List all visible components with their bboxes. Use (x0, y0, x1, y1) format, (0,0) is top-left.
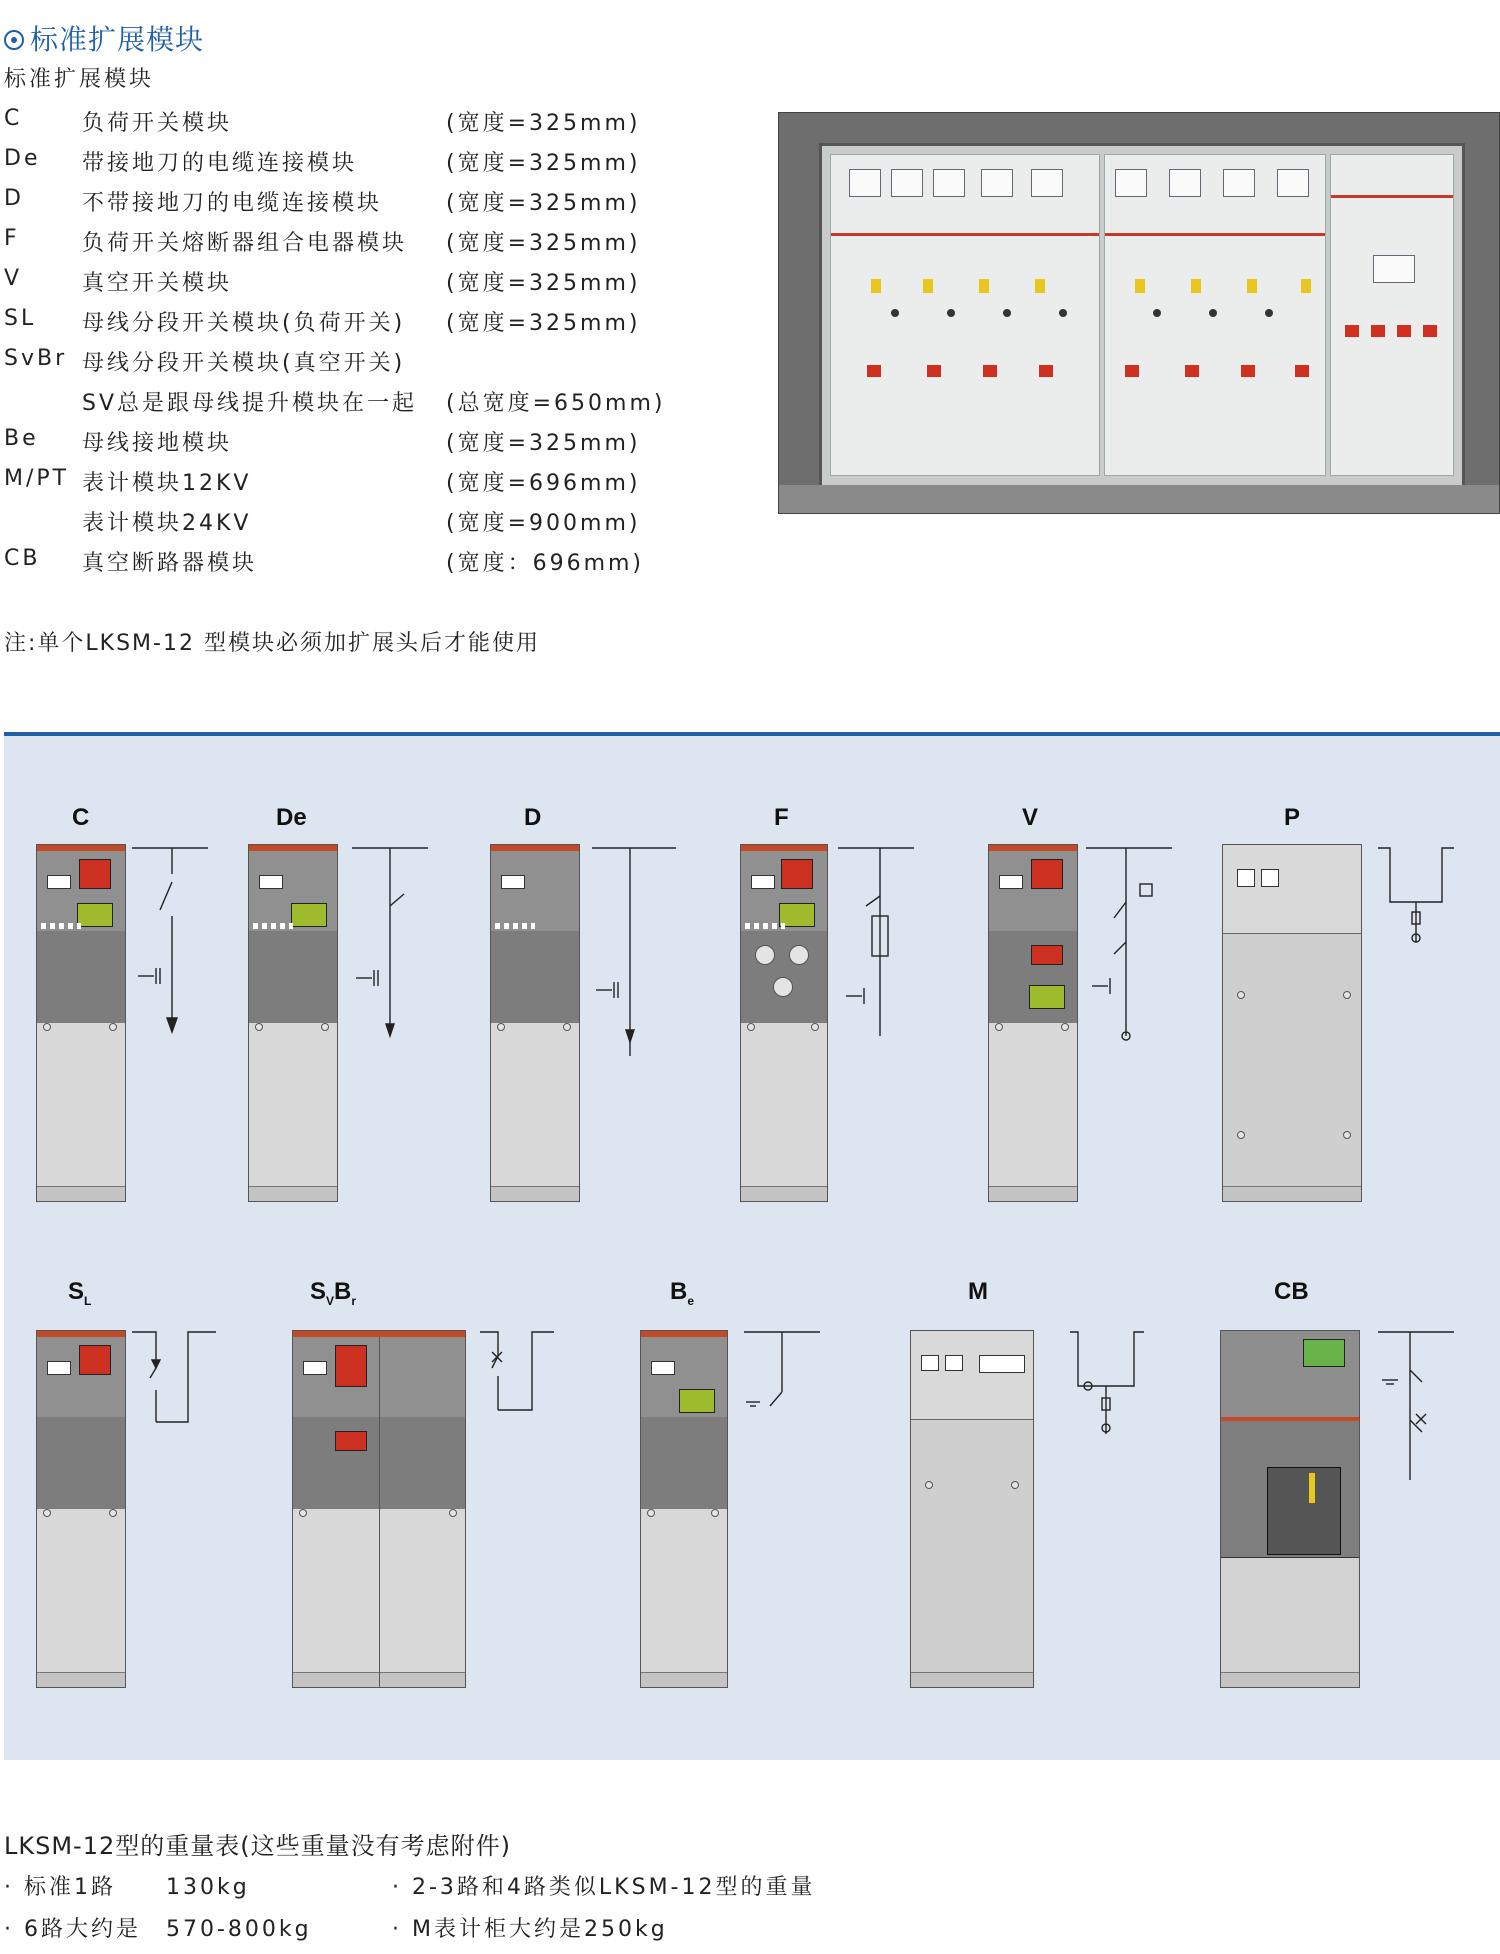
section-title: 标准扩展模块 (4, 18, 204, 58)
diagram-d (590, 846, 680, 1066)
cabinet-f (740, 844, 828, 1202)
module-row: M/PT 表计模块12KV (宽度=696mm) (4, 466, 641, 496)
label-be: $B_e$ (670, 1278, 695, 1308)
module-row: V 真空开关模块 (宽度=325mm) (4, 266, 641, 296)
label-v: V (1022, 804, 1039, 831)
cabinet-be (640, 1330, 728, 1688)
cabinet-c (36, 844, 126, 1202)
diagram-de (350, 846, 430, 1046)
subtitle: 标准扩展模块 (4, 67, 155, 92)
weight-line: · M表计柜大约是250kg (392, 1917, 668, 1942)
module-row: C 负荷开关模块 (宽度=325mm) (4, 106, 641, 136)
module-row: CB 真空断路器模块 (宽度：696mm) (4, 546, 645, 576)
module-row: Be 母线接地模块 (宽度=325mm) (4, 426, 641, 456)
diagram-v (1084, 846, 1174, 1046)
module-row: De 带接地刀的电缆连接模块 (宽度=325mm) (4, 146, 641, 176)
diagram-cb (1376, 1330, 1456, 1490)
diagram-c (130, 846, 210, 1046)
module-row: SV总是跟母线提升模块在一起 (总宽度=650mm) (82, 391, 666, 416)
panel-group-middle (1104, 154, 1326, 476)
switchgear-photo (778, 112, 1500, 514)
label-f: F (774, 804, 789, 831)
panel-control (1330, 154, 1454, 476)
cabinet-d (490, 844, 580, 1202)
cabinet-de (248, 844, 338, 1202)
target-bullet-icon (4, 30, 24, 50)
module-row: SL 母线分段开关模块(负荷开关) (宽度=325mm) (4, 306, 641, 336)
label-cb: CB (1274, 1278, 1309, 1305)
label-c: C (72, 804, 90, 831)
usage-note: 注:单个LKSM-12 型模块必须加扩展头后才能使用 (4, 631, 540, 656)
cabinet-p (1222, 844, 1362, 1202)
diagram-svbr (478, 1330, 558, 1420)
diagram-m (1068, 1330, 1148, 1450)
module-row: 表计模块24KV (宽度=900mm) (82, 511, 641, 536)
module-row: D 不带接地刀的电缆连接模块 (宽度=325mm) (4, 186, 641, 216)
diagram-sl (130, 1330, 220, 1440)
diagram-be (742, 1330, 822, 1410)
weight-line: · 6路大约是 570-800kg (4, 1917, 312, 1942)
panel-group-left (830, 154, 1100, 476)
weight-line: · 标准1路 130kg (4, 1875, 250, 1900)
diagram-f (836, 846, 916, 1046)
label-m: M (968, 1278, 988, 1305)
label-d: D (524, 804, 542, 831)
label-svbr: $S_VB_r$ (310, 1278, 357, 1308)
cabinet-v (988, 844, 1078, 1202)
cabinet-svbr (292, 1330, 466, 1688)
cabinet-sl (36, 1330, 126, 1688)
module-row: F 负荷开关熔断器组合电器模块 (宽度=325mm) (4, 226, 641, 256)
label-de: De (276, 804, 307, 831)
label-sl: $S_L$ (68, 1278, 92, 1308)
label-p: P (1284, 804, 1301, 831)
module-row: SvBr 母线分段开关模块(真空开关) (4, 346, 406, 376)
weight-line: · 2-3路和4路类似LKSM-12型的重量 (392, 1875, 816, 1900)
cabinet-frame (819, 143, 1465, 489)
cabinet-cb (1220, 1330, 1360, 1688)
weights-title: LKSM-12型的重量表(这些重量没有考虑附件) (4, 1832, 511, 1860)
diagram-p (1376, 846, 1456, 966)
cabinet-m (910, 1330, 1034, 1688)
